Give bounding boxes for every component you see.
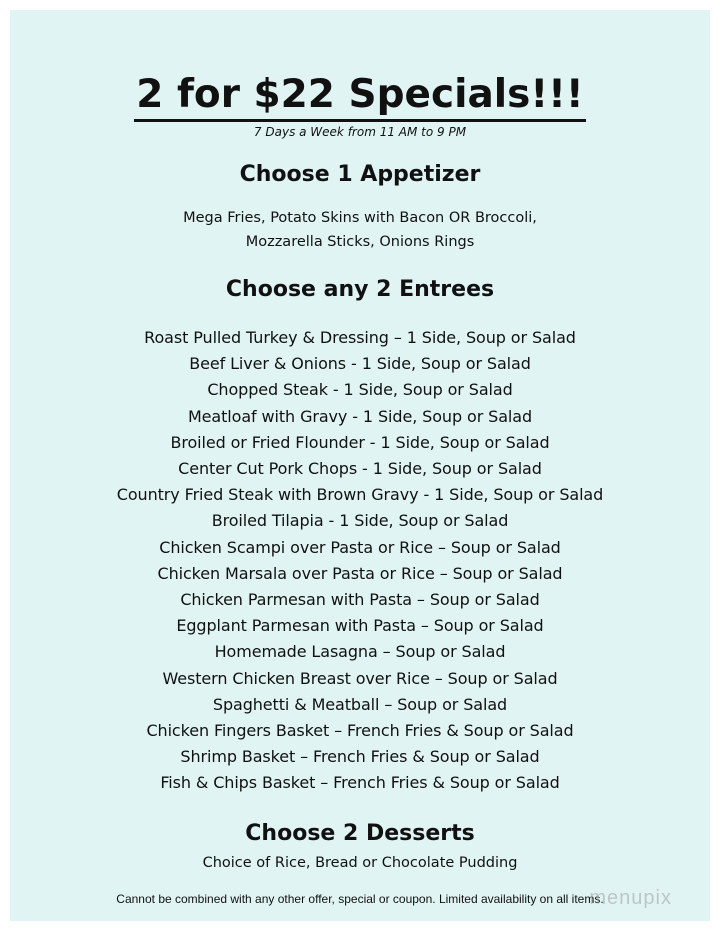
entree-item: Chicken Fingers Basket – French Fries & Soup or Salad bbox=[146, 721, 574, 741]
entree-item: Chicken Scampi over Pasta or Rice – Soup or Salad bbox=[159, 537, 561, 557]
entree-item: Country Fried Steak with Brown Gravy - 1 Side, Soup or Salad bbox=[116, 485, 604, 505]
entree-item: Beef Liver & Onions - 1 Side, Soup or Salad bbox=[189, 354, 531, 374]
menupix-watermark: menupix bbox=[589, 887, 672, 909]
entree-item: Chopped Steak - 1 Side, Soup or Salad bbox=[207, 380, 513, 400]
entree-item: Chicken Parmesan with Pasta – Soup or Salad bbox=[180, 590, 540, 610]
entree-list bbox=[0, 325, 720, 797]
entree-item: Shrimp Basket – French Fries & Soup or Salad bbox=[180, 747, 540, 767]
entree-item: Fish & Chips Basket – French Fries & Soup or Salad bbox=[160, 773, 560, 793]
entree-item: Eggplant Parmesan with Pasta – Soup or Salad bbox=[176, 616, 544, 636]
page-title bbox=[0, 70, 720, 122]
entree-item: Center Cut Pork Chops - 1 Side, Soup or Salad bbox=[178, 459, 542, 479]
entree-item: Chicken Marsala over Pasta or Rice – Soup or Salad bbox=[157, 563, 563, 583]
disclaimer-text: Cannot be combined with any other offer, special or coupon. Limited availability on all items. bbox=[116, 892, 604, 906]
entree-item: Broiled or Fried Flounder - 1 Side, Soup or Salad bbox=[170, 432, 550, 452]
dessert-line: Choice of Rice, Bread or Chocolate Pudding bbox=[202, 855, 518, 871]
entree-item: Spaghetti & Meatball – Soup or Salad bbox=[212, 694, 508, 714]
entree-item: Western Chicken Breast over Rice – Soup or Salad bbox=[162, 668, 558, 688]
entree-item: Meatloaf with Gravy - 1 Side, Soup or Salad bbox=[187, 406, 533, 426]
page-title-text: 2 for $22 Specials!!! bbox=[134, 71, 585, 122]
entrees-heading: Choose any 2 Entrees bbox=[225, 277, 495, 302]
appetizer-heading: Choose 1 Appetizer bbox=[239, 162, 481, 187]
entree-item: Roast Pulled Turkey & Dressing – 1 Side, Soup or Salad bbox=[144, 328, 576, 347]
appetizer-line-1: Mega Fries, Potato Skins with Bacon OR Broccoli, bbox=[183, 210, 537, 226]
appetizer-line-2: Mozzarella Sticks, Onions Rings bbox=[245, 234, 475, 250]
entree-item: Broiled Tilapia - 1 Side, Soup or Salad bbox=[211, 511, 509, 531]
entree-item: Homemade Lasagna – Soup or Salad bbox=[214, 642, 506, 662]
hours-subtitle: 7 Days a Week from 11 AM to 9 PM bbox=[253, 125, 467, 139]
desserts-heading: Choose 2 Desserts bbox=[245, 821, 475, 846]
